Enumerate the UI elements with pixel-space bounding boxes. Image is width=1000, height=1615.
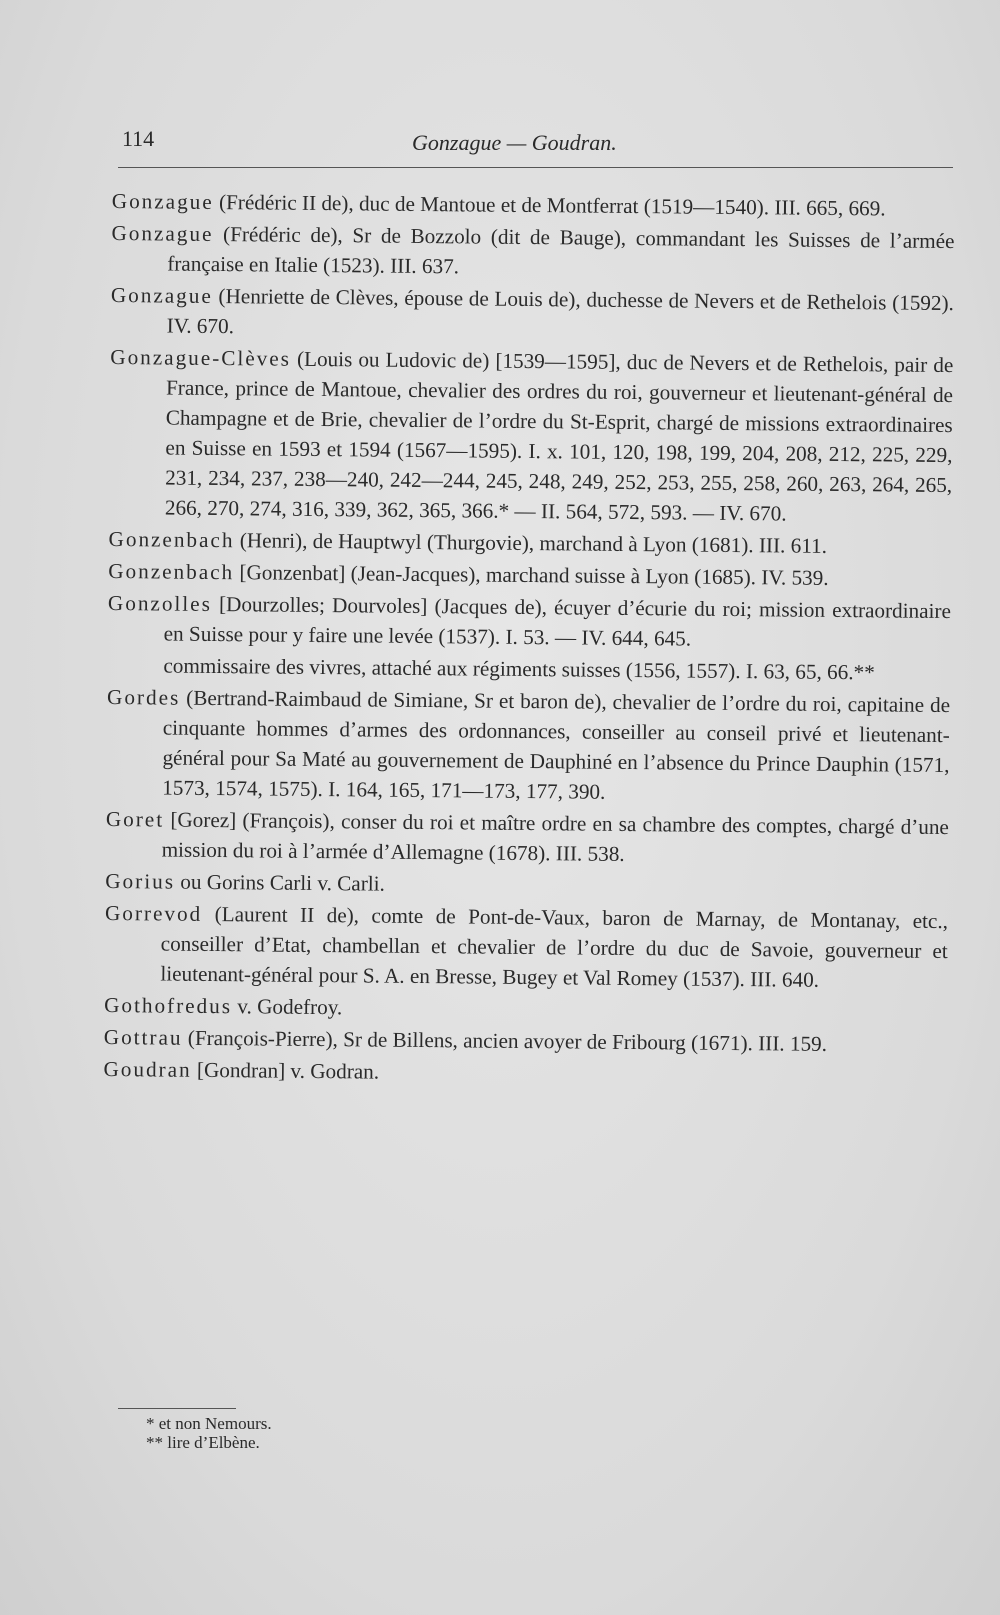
entry-text: (Louis ou Ludovic de) [1539—1595], duc de Nevers et de Rethelois, pair de France, prince de Mantoue, chevalier des ordres du roi, gouverneur et lieutenant-général de Champagne et de Brie, chevalier de l’ordre du St-Esprit, chargé de missions extraordinaires en Suisse en 1593 et 1594 (1567—1595). I. x. 101, 120, 198, 199, 204, 208, 212, 225, 229, 231, 234, 237, 238—240, 242—244, 245, 248, 249, 252, 253, 255, 258, 260, 263, 264, 265, 266, 270, 274, 316, 339, 362, 365, 366.* — II. 564, 572, 593. — IV. 670.	[164, 346, 954, 526]
entry-headword: Gothofredus	[104, 992, 233, 1019]
entry-text: (Henri), de Hauptwyl (Thurgovie), marchand à Lyon (1681). III. 611.	[234, 528, 828, 558]
entry-text: (Henriette de Clèves, épouse de Louis de), duchesse de Nevers et de Rethelois (1592). IV. 670.	[166, 283, 955, 339]
footnote: * et non Nemours.	[146, 1414, 272, 1433]
entry-text: (Frédéric de), Sr de Bozzolo (dit de Bauge), commandant les Suisses de l’armée française en Italie (1523). III. 637.	[167, 221, 955, 279]
entry-text: [Gondran] v. Godran.	[191, 1057, 380, 1084]
entry-headword: Gorrevod	[104, 900, 203, 926]
index-entry	[109, 342, 954, 530]
entry-headword: Gorius	[105, 868, 176, 894]
entry-text: v. Godefroy.	[231, 994, 343, 1020]
running-head: Gonzague — Goudran.	[412, 130, 617, 155]
index-entry	[103, 1054, 946, 1092]
page-number: 114	[122, 126, 155, 151]
index-entry	[104, 898, 948, 996]
index-entries	[103, 186, 955, 1094]
entry-text: ou Gorins Carli v. Carli.	[174, 869, 386, 896]
entry-headword: Gonzolles	[107, 590, 213, 616]
entry-headword: Gottrau	[103, 1024, 183, 1050]
entry-headword: Gonzague	[111, 220, 214, 246]
header-divider	[118, 167, 953, 168]
entry-headword: Gonzenbach	[108, 526, 235, 553]
entry-headword: Gonzague	[111, 188, 214, 214]
entry-headword: Goret	[105, 806, 165, 832]
footnote-divider	[118, 1408, 236, 1409]
entry-text: (Frédéric II de), duc de Mantoue et de Montferrat (1519—1540). III. 665, 669.	[213, 189, 886, 221]
entry-text: (Bertrand-Raimbaud de Simiane, Sr et baron de), chevalier de l’ordre du roi, capitaine de cinquante hommes d’armes des ordonnances, conseiller au conseil privé et lieutenant-général pour Sa Maté au gouvernement de Dauphiné en l’absence du Prince Dauphin (1571, 1573, 1574, 1575). I. 164, 165, 171—173, 177, 390.	[162, 685, 951, 804]
entry-text: (François-Pierre), Sr de Billens, ancien avoyer de Fribourg (1671). III. 159.	[182, 1025, 828, 1056]
entry-text: [Gonzenbat] (Jean-Jacques), marchand suisse à Lyon (1685). IV. 539.	[234, 560, 829, 590]
index-entry	[105, 804, 949, 872]
entry-text: [Gorez] (François), conser du roi et maître ordre en sa chambre des comptes, chargé d’une mission du roi à l’armée d’Allemagne (1678). III. 538.	[161, 807, 950, 866]
entry-headword: Goudran	[103, 1056, 192, 1082]
index-entry	[106, 682, 950, 810]
page-header	[122, 126, 952, 160]
entry-headword: Gonzague	[110, 282, 213, 308]
index-entry	[111, 218, 955, 286]
index-entry	[111, 280, 955, 348]
entry-headword: Gonzague-Clèves	[110, 344, 292, 371]
entry-headword: Gordes	[106, 684, 181, 710]
footnotes	[146, 1414, 272, 1452]
entry-text: (Laurent II de), comte de Pont-de-Vaux, baron de Marnay, de Montanay, etc., conseiller d’Etat, chambellan et chevalier de l’ordre du duc de Savoie, gouverneur et lieutenant-général pour S. A. en Bresse, Bugey et Val Romey (1537). III. 640.	[160, 901, 949, 992]
entry-text: [Dourzolles; Dourvoles] (Jacques de), écuyer d’écurie du roi; mission extraordinaire en Suisse pour y faire une levée (1537). I. 53. — IV. 644, 645.	[163, 591, 952, 651]
footnote: ** lire d’Elbène.	[146, 1433, 260, 1452]
entry-headword: Gonzenbach	[108, 558, 235, 585]
entry-text: commissaire des vivres, attaché aux régiments suisses (1556, 1557). I. 63, 65, 66.**	[163, 653, 875, 685]
index-entry	[108, 588, 952, 656]
